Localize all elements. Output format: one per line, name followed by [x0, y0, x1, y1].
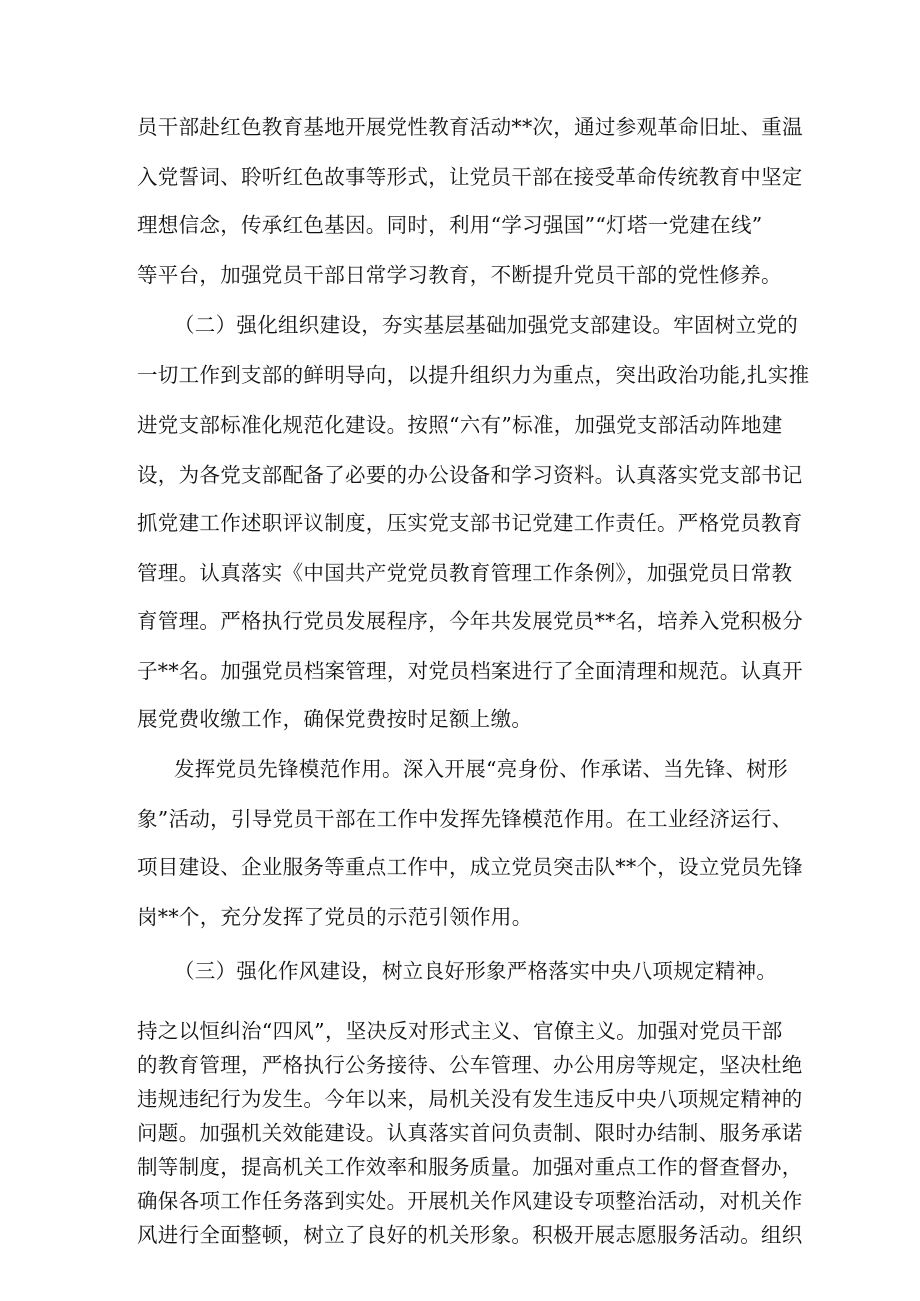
section-heading-3: （三）强化作风建设，树立良好形象严格落实中央八项规定精神。: [174, 959, 778, 983]
text-line: 违规违纪行为发生。今年以来，局机关没有发生违反中央八项规定精神的: [137, 1087, 803, 1111]
text-line: 持之以恒纠治“四风”，坚决反对形式主义、官僚主义。加强对党员干部: [137, 1019, 783, 1043]
text-line: 风进行全面整顿，树立了良好的机关形象。积极开展志愿服务活动。组织: [137, 1223, 803, 1247]
text-line: 象”活动，引导党员干部在工作中发挥先锋模范作用。在工业经济运行、: [137, 807, 793, 831]
text-line: 岗**个，充分发挥了党员的示范引领作用。: [137, 905, 533, 929]
text-line: 项目建设、企业服务等重点工作中，成立党员突击队**个，设立党员先锋: [137, 855, 803, 879]
text-line: 子**名。加强党员档案管理，对党员档案进行了全面清理和规范。认真开: [137, 659, 803, 683]
text-line: 展党费收缴工作，确保党费按时足额上缴。: [137, 707, 533, 731]
text-line: 问题。加强机关效能建设。认真落实首问负责制、限时办结制、服务承诺: [137, 1121, 803, 1145]
text-line: 制等制度，提高机关工作效率和服务质量。加强对重点工作的督查督办，: [137, 1155, 803, 1179]
section-heading-2: （二）强化组织建设，夯实基层基础加强党支部建设。牢固树立党的: [174, 313, 798, 337]
text-line: 育管理。严格执行党员发展程序，今年共发展党员**名，培养入党积极分: [137, 609, 803, 633]
text-line: 等平台，加强党员干部日常学习教育，不断提升党员干部的党性修养。: [137, 263, 782, 287]
text-line: 设，为各党支部配备了必要的办公设备和学习资料。认真落实党支部书记: [137, 463, 803, 487]
text-line: 员干部赴红色教育基地开展党性教育活动**次，通过参观革命旧址、重温: [137, 115, 803, 139]
text-line: 入党誓词、聆听红色故事等形式，让党员干部在接受革命传统教育中坚定: [137, 165, 803, 189]
text-line: 管理。认真落实《中国共产党党员教育管理工作条例》，加强党员日常教: [137, 561, 793, 585]
text-line: 的教育管理，严格执行公务接待、公车管理、办公用房等规定，坚决杜绝: [137, 1053, 803, 1077]
text-line: 确保各项工作任务落到实处。开展机关作风建设专项整治活动，对机关作: [137, 1189, 803, 1213]
text-line: 进党支部标准化规范化建设。按照“六有”标准，加强党支部活动阵地建: [137, 413, 783, 437]
text-line: 理想信念，传承红色基因。同时，利用“学习强国”“灯塔一党建在线”: [137, 213, 763, 237]
paragraph-start: 发挥党员先锋模范作用。深入开展“亮身份、作承诺、当先锋、树形: [174, 757, 788, 781]
text-line: 一切工作到支部的鲜明导向，以提升组织力为重点，突出政治功能,扎实推: [137, 363, 810, 387]
text-line: 抓党建工作述职评议制度，压实党支部书记党建工作责任。严格党员教育: [137, 511, 803, 535]
